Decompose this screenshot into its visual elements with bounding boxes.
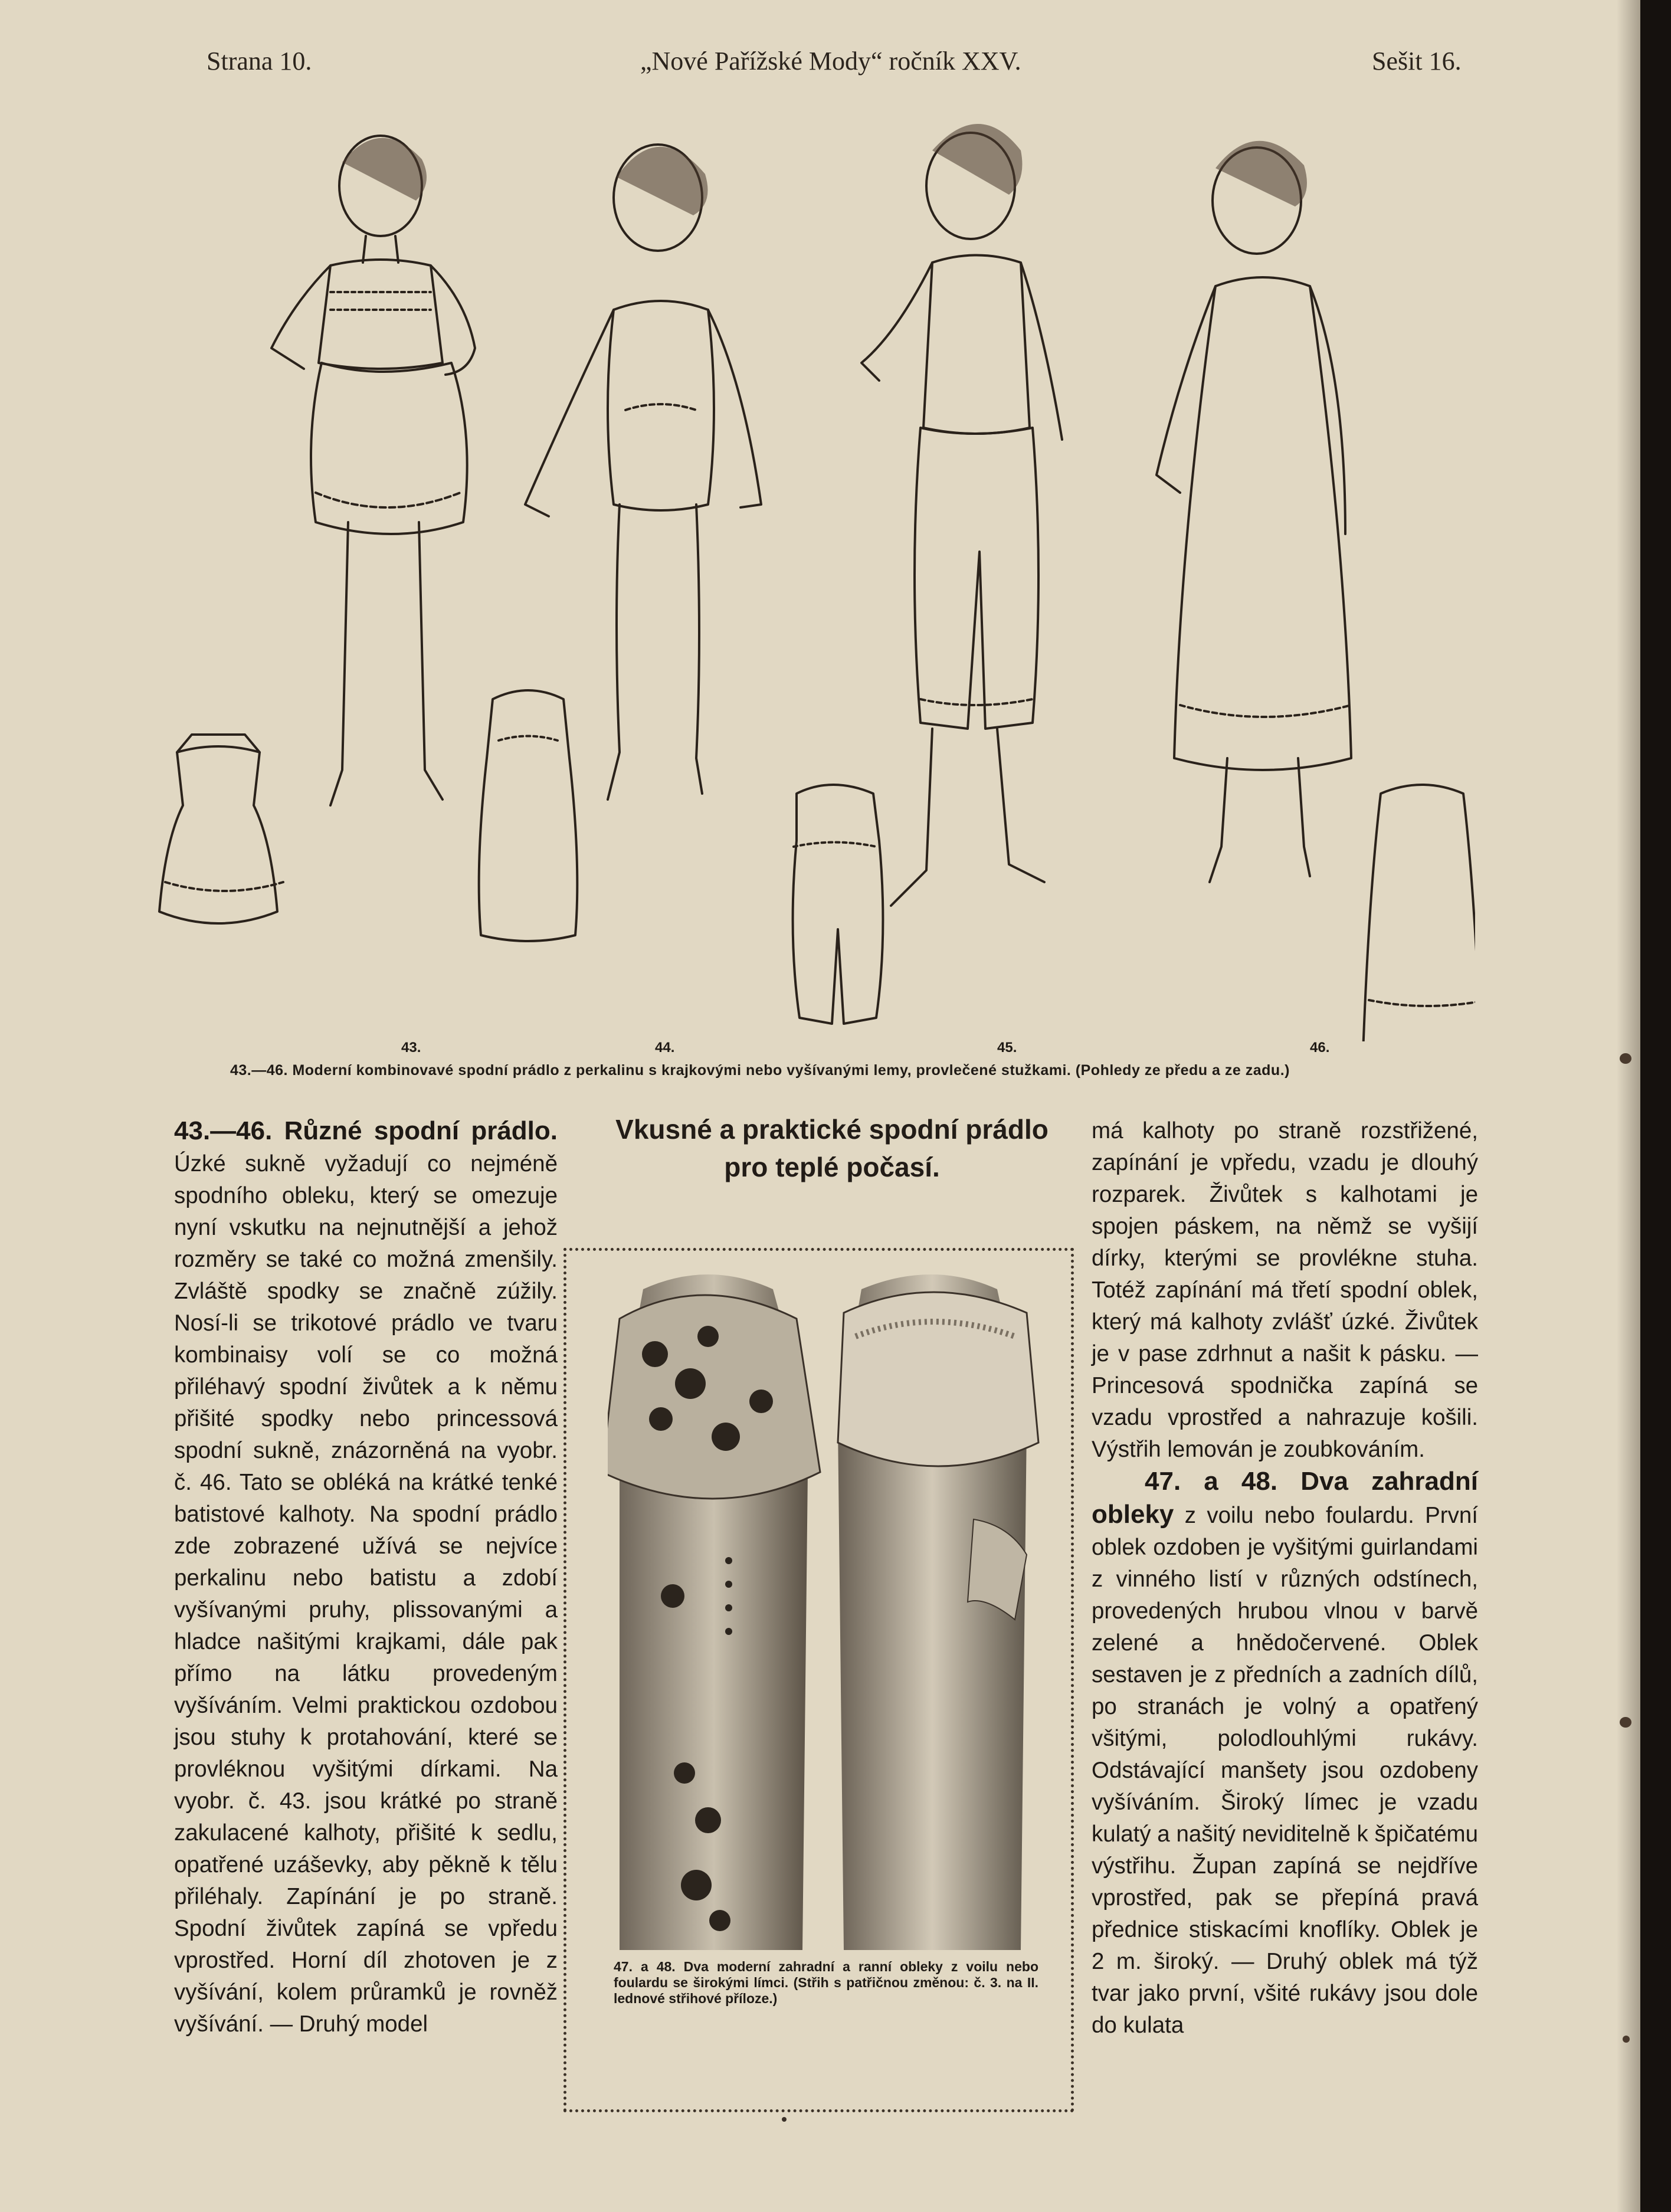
figure-caption-43-46: 43.—46. Moderní kombinovavé spodní prádlo z perkalinu s krajkovými nebo vyšívanými lemy, provlečené stužkami. (Pohledy ze předu a ze zadu.) xyxy=(230,1062,1290,1079)
figure-44 xyxy=(525,145,761,799)
right-column-text: má kalhoty po straně rozstřižené, zapínání je vpředu, vzadu je dlouhý rozparek. Živůtek s kalhotami je spojen páskem, na němž se vyšijí dírky, kterými se provlékne stuha. Totéž zapínání má třetí spodní oblek, který má kalhoty zvlášť úzké. Živůtek je v pase zdrhnut a našit k pásku. — Princesová spodnička zapíná se vzadu vprostřed a nahrazuje košili. Výstřih lemován je zoubkováním. xyxy=(1092,1118,1478,1462)
figure-46-back xyxy=(1363,785,1475,1041)
figure-44-back xyxy=(479,690,578,941)
figure-number-45: 45. xyxy=(997,1040,1017,1056)
figure-number-44: 44. xyxy=(655,1040,675,1056)
left-column xyxy=(174,1115,558,2040)
issue-number: Sešit 16. xyxy=(1372,47,1462,76)
photo-caption-47-48: 47. a 48. Dva moderní zahradní a ranní obleky z voilu nebo foulardu se širokými límci. (Střih s patřičnou změnou: č. 3. na II. lednové střihové příloze.) xyxy=(614,1959,1038,2006)
figure-45 xyxy=(861,124,1062,906)
figure-number-43: 43. xyxy=(401,1040,421,1056)
center-heading-line1: Vkusné a praktické spodní prádlo xyxy=(615,1114,1049,1145)
garden-gowns-photo xyxy=(608,1266,1044,1956)
page-dot xyxy=(782,2117,787,2122)
right-column xyxy=(1092,1115,1478,2041)
gown-48 xyxy=(838,1274,1038,1950)
center-heading xyxy=(596,1110,1068,1186)
section-heading-43-46: 43.—46. Různé spodní prádlo. xyxy=(174,1116,558,1145)
figure-45-back xyxy=(793,785,883,1024)
page-number: Strana 10. xyxy=(207,47,312,76)
figure-number-46: 46. xyxy=(1310,1040,1330,1056)
center-heading-line2: pro teplé počasí. xyxy=(724,1152,940,1182)
binding-mark xyxy=(1620,1717,1631,1728)
gown-47 xyxy=(608,1274,820,1950)
figure-43 xyxy=(271,136,475,805)
section-heading-47-48: 47. a 48. Dva zahradní obleky xyxy=(1092,1467,1478,1529)
magazine-title: „Nové Pařížské Mody“ ročník XXV. xyxy=(640,47,1021,76)
page-edge-shadow xyxy=(1617,0,1640,2212)
scan-background-edge xyxy=(1640,0,1671,2212)
left-column-text: Úzké sukně vyžadují co nejméně spodního obleku, který se omezuje nyní vskutku na nejnutnější a jehož rozměry se také co možná zmenšily. Zvláště spodky se značně zúžily. Nosí-li se trikotové prádlo ve tvaru kombinaisy volí se co možná přiléhavý spodní živůtek a k němu přišité spodky nebo princessová spodní sukně, znázorněná na vyobr. č. 46. Tato se obléká na krátké tenké batistové kalhoty. Na spodní prádlo zde zobrazené užívá se nejvíce perkalinu nebo batistu a zdobí vyšívanými pruhy, plissovanými a hladce našitými krajkami, dále pak přímo na látku provedeným vyšíváním. Velmi praktickou ozdobou jsou stuhy k protahování, které se provléknou vyšitými dírkami. Na vyobr. č. 43. jsou krátké po straně zakulacené kalhoty, přišité k sedlu, opatřené uzáševky, aby pěkně k tělu přiléhaly. Zapínání je po straně. Spodní živůtek zapíná se vpředu vprostřed. Horní díl zhotoven je z vyšívání, kolem průramků je rovněž vyšívání. — Druhý model xyxy=(174,1151,558,2037)
binding-mark xyxy=(1620,1053,1631,1064)
binding-mark xyxy=(1623,2036,1630,2043)
figure-43-back xyxy=(159,735,283,923)
figure-46 xyxy=(1156,141,1351,882)
underwear-illustration xyxy=(153,115,1475,1041)
right-column-text-2: z voilu nebo foulardu. První oblek ozdoben je vyšitými guirlandami z vinného listí v různých odstínech, provedených hrubou vlnou v barvě zelené a hnědočervené. Oblek sestaven je z předních a zadních dílů, po stranách je volný a opatřený všitými, polodlouhlými rukávy. Odstávající manšety jsou ozdobeny vyšíváním. Široký límec je vzadu kulatý a našitý neviditelně k špičatému výstřihu. Župan zapíná se nejdříve vprostřed, pak se přepíná pravá přednice stiskacími knoflíky. Oblek je 2 m. široký. — Druhý oblek má týž tvar jako první, všité rukávy jsou dole do kulata xyxy=(1092,1503,1478,2038)
